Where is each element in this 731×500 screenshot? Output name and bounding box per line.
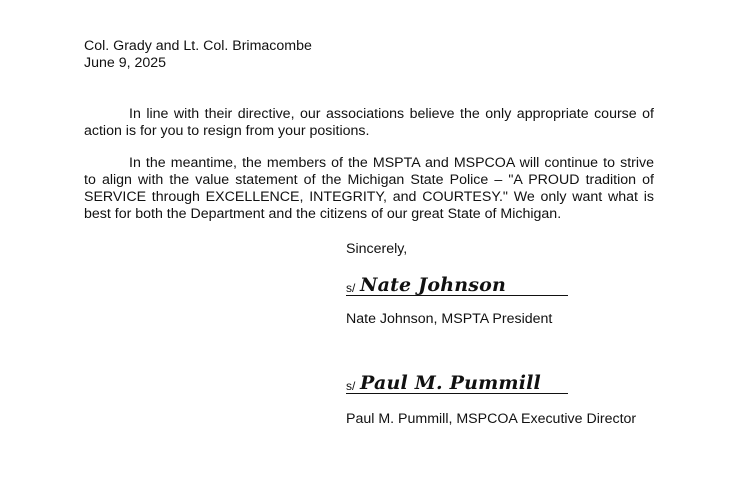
recipient-line: Col. Grady and Lt. Col. Brimacombe	[84, 38, 312, 54]
paragraph-line: In the meantime, the members of the MSPTA and MSPCOA will continue to strive	[129, 155, 654, 171]
paragraph-values	[84, 155, 654, 223]
signature-underline	[346, 295, 568, 296]
paragraph-line: action is for you to resign from your positions.	[84, 123, 370, 139]
closing-salutation: Sincerely,	[346, 241, 408, 257]
signer-name-title: Nate Johnson, MSPTA President	[346, 311, 553, 327]
signature-line-paul-pummill	[346, 368, 568, 394]
letter-date: June 9, 2025	[84, 55, 167, 71]
signature-underline	[346, 393, 568, 394]
paragraph-line: SERVICE through EXCELLENCE, INTEGRITY, and COURTESY." We only want what is	[84, 189, 654, 205]
signature-prefix: s/	[346, 379, 356, 393]
paragraph-line: In line with their directive, our associations believe the only appropriate course of	[129, 106, 654, 122]
signature-nate-johnson: Nate Johnson	[360, 274, 507, 296]
signature-line-nate-johnson	[346, 270, 568, 296]
paragraph-line: best for both the Department and the citizens of our great State of Michigan.	[84, 206, 562, 222]
paragraph-resignation	[84, 106, 654, 140]
signature-prefix: s/	[346, 281, 356, 295]
signer-name-title: Paul M. Pummill, MSPCOA Executive Director	[346, 411, 637, 427]
paragraph-line: to align with the value statement of the Michigan State Police – "A PROUD tradition of	[84, 172, 654, 188]
signature-paul-pummill: Paul M. Pummill	[360, 372, 541, 394]
